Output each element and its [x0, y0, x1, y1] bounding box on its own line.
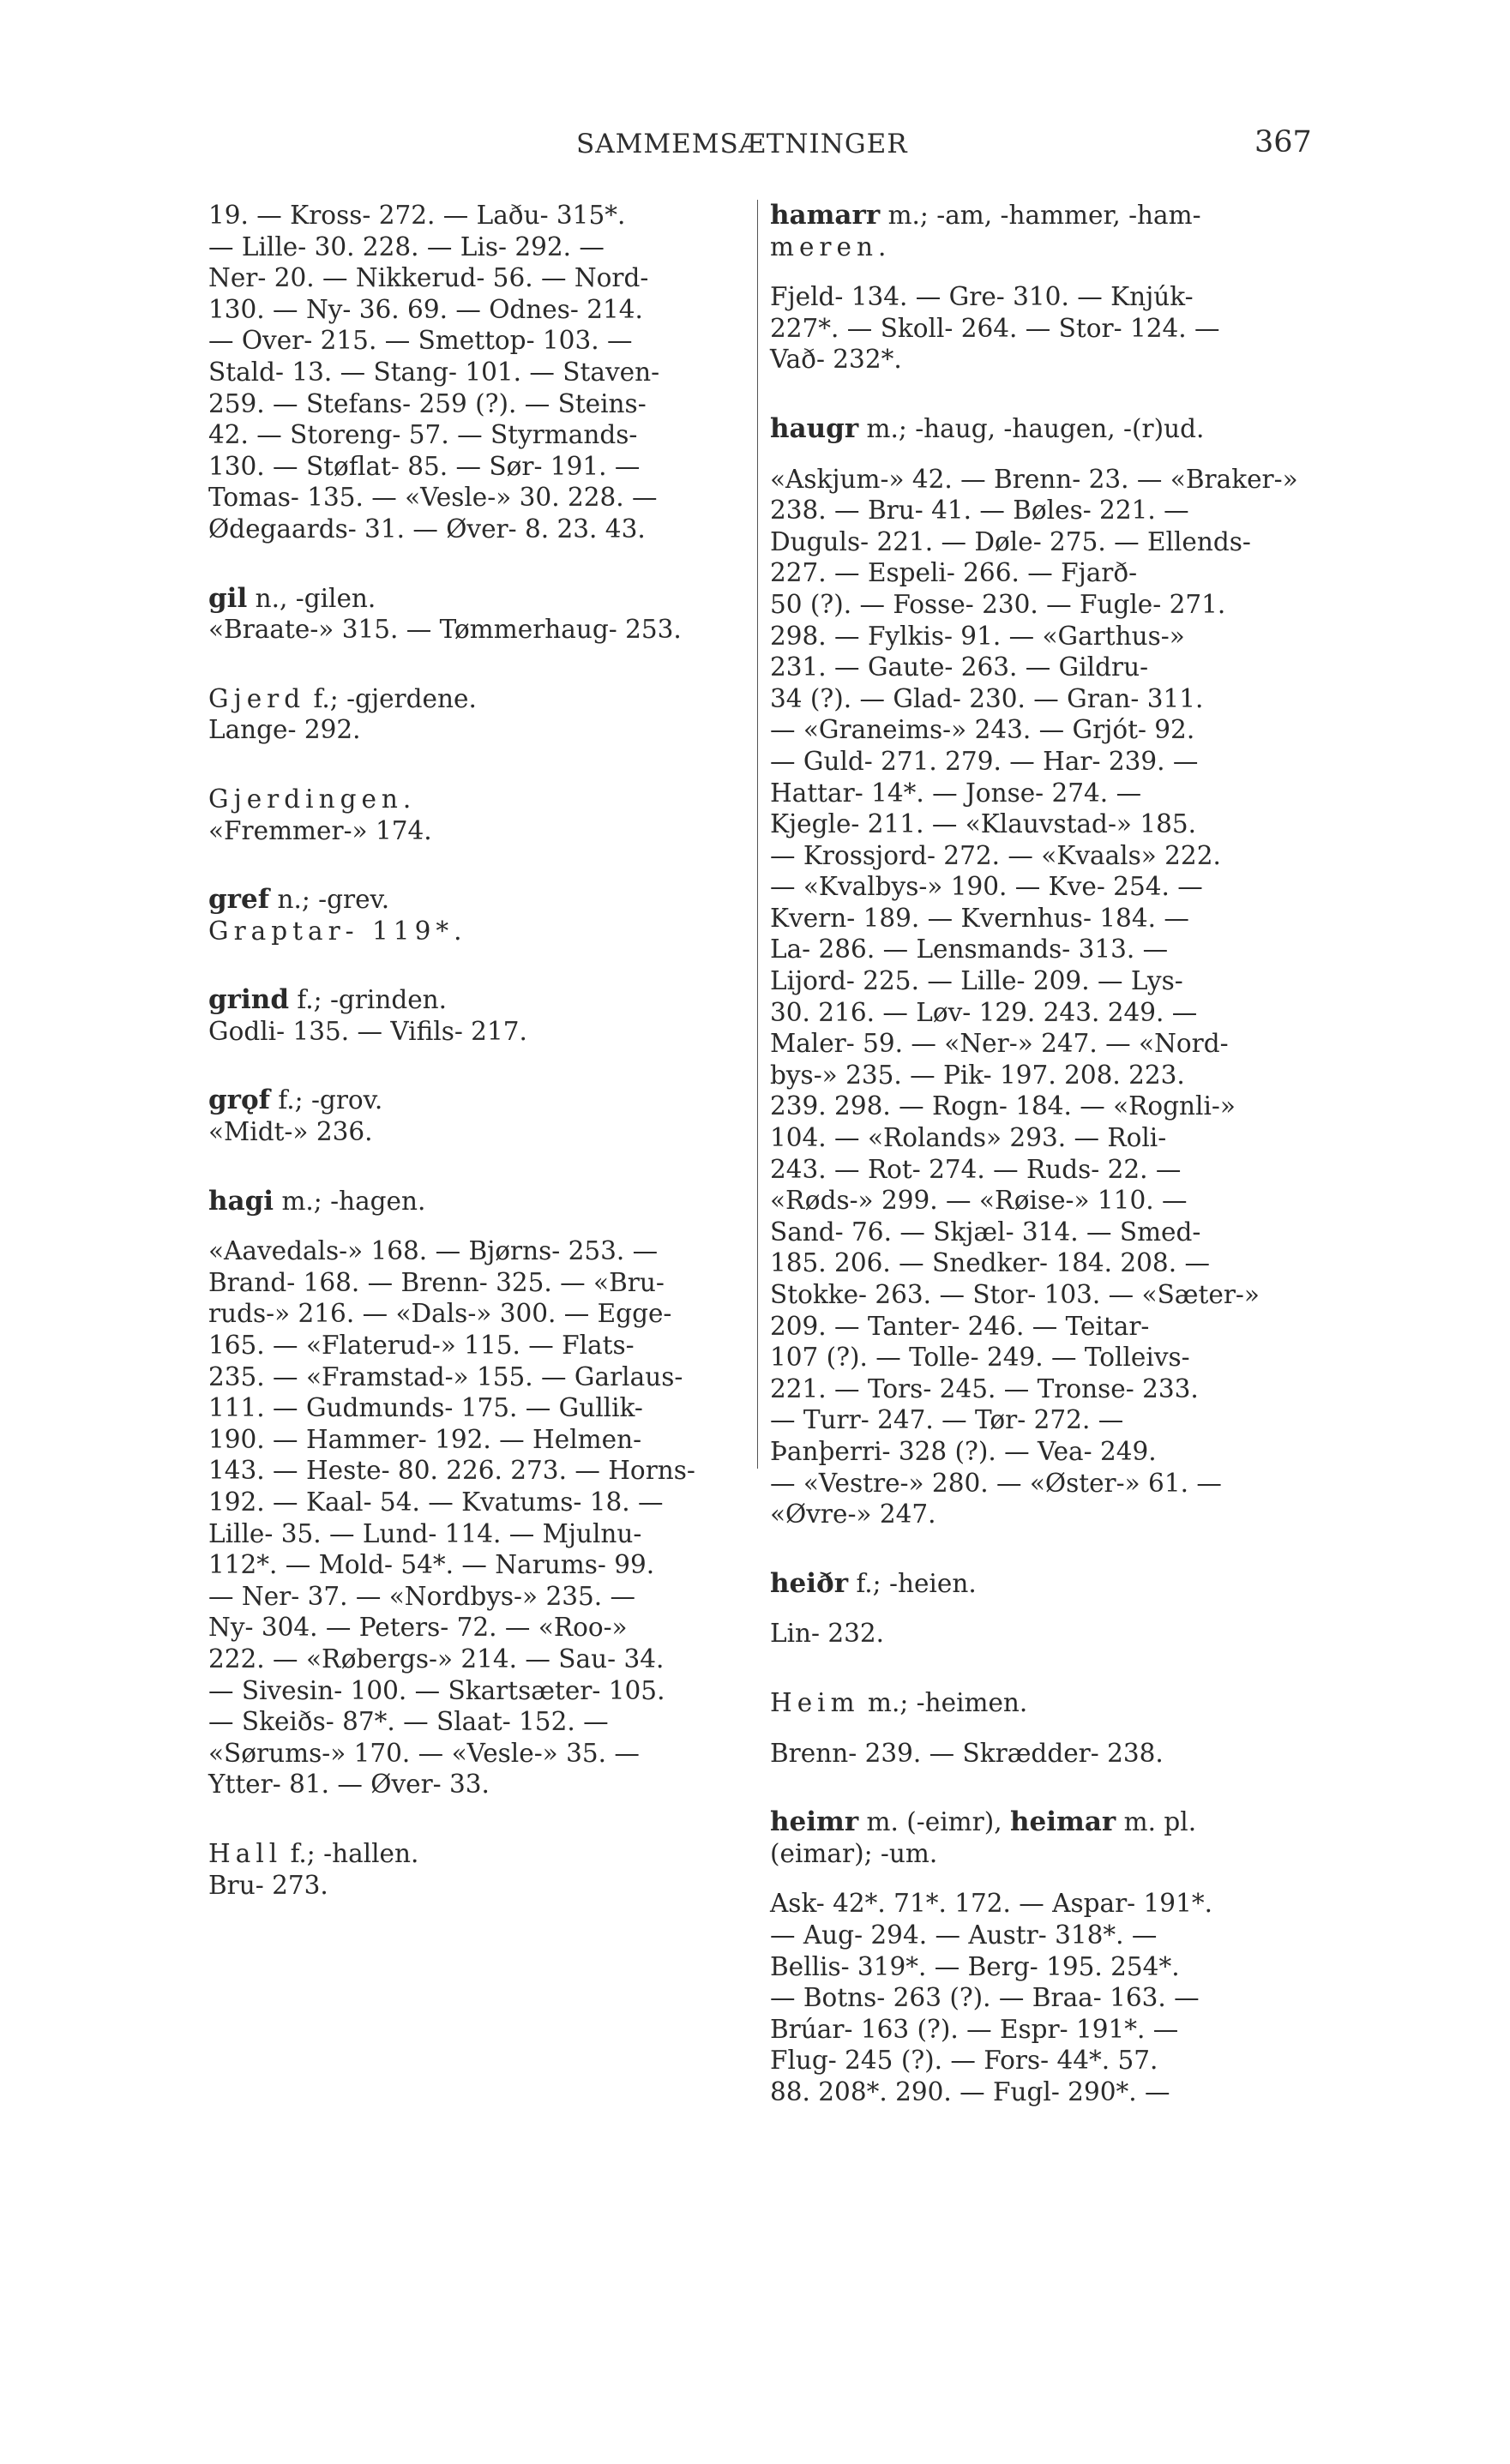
- headword-line: [208, 884, 731, 916]
- entry-line: 104. — «Rolands» 293. — Roli-: [770, 1123, 1167, 1153]
- entry-grof: [208, 1085, 731, 1147]
- entry-line: 130. — Ny- 36. 69. — Odnes- 214.: [208, 294, 643, 324]
- grammar-info-cont: meren.: [770, 231, 892, 261]
- entry-line: Brúar- 163 (?). — Espr- 191*. —: [770, 2014, 1179, 2044]
- entry-heimr: [770, 1806, 1319, 2107]
- grammar-info: m.; -hagen.: [274, 1186, 426, 1216]
- entry-line: ruds-» 216. — «Dals-» 300. — Egge-: [208, 1299, 672, 1329]
- headword-line: [770, 1568, 1319, 1600]
- entry-line: Þanþerri- 328 (?). — Vea- 249.: [770, 1436, 1157, 1466]
- grammar-info: m. pl.: [1116, 1807, 1197, 1837]
- entry-line: Bru- 273.: [208, 1870, 328, 1900]
- entry-line: 107 (?). — Tolle- 249. — Tolleivs-: [770, 1343, 1190, 1373]
- entry-line: 231. — Gaute- 263. — Gildru-: [770, 652, 1149, 682]
- entry-line: 235. — «Framstad-» 155. — Garlaus-: [208, 1361, 683, 1391]
- headword-line: [208, 1186, 731, 1217]
- entry-line: Ask- 42*. 71*. 172. — Aspar- 191*.: [770, 1889, 1212, 1919]
- entry-line: 209. — Tanter- 246. — Teitar-: [770, 1311, 1150, 1341]
- entry-line: «Fremmer-» 174.: [208, 815, 432, 845]
- entry-line: — Ner- 37. — «Nordbys-» 235. —: [208, 1581, 636, 1611]
- entry-line: «Røds-» 299. — «Røise-» 110. —: [770, 1186, 1188, 1216]
- headword-line: [770, 1806, 1319, 1838]
- entry-line: Stokke- 263. — Stor- 103. — «Sæter-»: [770, 1280, 1260, 1309]
- headword-line: [208, 1838, 731, 1870]
- grammar-info: m.; -haug, -haugen, -(r)ud.: [858, 413, 1205, 443]
- entry-line: — Over- 215. — Smettop- 103. —: [208, 326, 633, 356]
- headword: Hall: [208, 1838, 283, 1868]
- entry-line: Kvern- 189. — Kvernhus- 184. —: [770, 903, 1189, 933]
- entry-line: 19. — Kross- 272. — Laðu- 315*.: [208, 201, 626, 230]
- entry-line: 112*. — Mold- 54*. — Narums- 99.: [208, 1550, 655, 1580]
- entry-line: Maler- 59. — «Ner-» 247. — «Nord-: [770, 1029, 1229, 1059]
- entry-line: — Skeiðs- 87*. — Slaat- 152. —: [208, 1707, 609, 1737]
- entry-line: «Askjum-» 42. — Brenn- 23. — «Braker-»: [770, 464, 1298, 494]
- entry-line: 222. — «Røbergs-» 214. — Sau- 34.: [208, 1644, 665, 1674]
- grammar-info: m.; -heimen.: [859, 1687, 1028, 1717]
- entry-line: 221. — Tors- 245. — Tronse- 233.: [770, 1373, 1199, 1403]
- entry-line: Tomas- 135. — «Vesle-» 30. 228. —: [208, 483, 658, 513]
- entry-line: Lijord- 225. — Lille- 209. — Lys-: [770, 966, 1183, 996]
- entry-line: Kjegle- 211. — «Klauvstad-» 185.: [770, 809, 1197, 839]
- entry-line: La- 286. — Lensmands- 313. —: [770, 935, 1169, 965]
- entry-line: Lange- 292.: [208, 715, 361, 745]
- grammar-info: n., -gilen.: [247, 583, 376, 613]
- headword: Heim: [770, 1687, 860, 1717]
- entry-line: Godli- 135. — Vifils- 217.: [208, 1016, 527, 1046]
- page-header: [0, 125, 1510, 171]
- running-head: SAMMEMSÆTNINGER: [576, 129, 908, 159]
- headword: gil: [208, 582, 248, 614]
- grammar-info: f.; -hallen.: [282, 1838, 419, 1868]
- entry-gjerd: [208, 683, 731, 746]
- entry-line: Brenn- 239. — Skrædder- 238.: [770, 1738, 1164, 1768]
- entry-line: 190. — Hammer- 192. — Helmen-: [208, 1424, 642, 1454]
- entry-line: 42. — Storeng- 57. — Styrmands-: [208, 420, 638, 450]
- headword-line: [208, 984, 731, 1016]
- entry-line: «Sørums-» 170. — «Vesle-» 35. —: [208, 1738, 640, 1768]
- headword: hagi: [208, 1185, 274, 1217]
- column-divider: [757, 200, 758, 1469]
- headword-line: [770, 200, 1319, 231]
- entry-line: 143. — Heste- 80. 226. 273. — Horns-: [208, 1456, 695, 1486]
- headword: grind: [208, 984, 289, 1016]
- entry-hall: [208, 1838, 731, 1901]
- grammar-info-cont: (eimar); -um.: [770, 1838, 938, 1868]
- entry-line: 227. — Espeli- 266. — Fjarð-: [770, 558, 1138, 588]
- headword-variant: heimar: [1010, 1806, 1116, 1838]
- entry-hagi: [208, 1186, 731, 1800]
- entry-line: bys-» 235. — Pik- 197. 208. 223.: [770, 1060, 1185, 1090]
- entry-line: 298. — Fylkis- 91. — «Garthus-»: [770, 621, 1185, 651]
- entry-gref: [208, 884, 731, 947]
- entry-line: 239. 298. — Rogn- 184. — «Rognli-»: [770, 1091, 1236, 1121]
- entry-line: 30. 216. — Løv- 129. 243. 249. —: [770, 997, 1198, 1027]
- entry-grind: [208, 984, 731, 1047]
- bol-entry-continuation: [208, 200, 731, 545]
- entry-line: — Turr- 247. — Tør- 272. —: [770, 1405, 1124, 1435]
- entry-line: Vað- 232*.: [770, 345, 902, 375]
- entry-line: — «Graneims-» 243. — Grjót- 92.: [770, 715, 1195, 745]
- entry-hamarr: [770, 200, 1319, 376]
- headword: Gjerdingen.: [208, 784, 417, 814]
- entry-line: 34 (?). — Glad- 230. — Gran- 311.: [770, 683, 1204, 713]
- entry-line: «Øvre-» 247.: [770, 1499, 936, 1529]
- entry-line: Flug- 245 (?). — Fors- 44*. 57.: [770, 2046, 1158, 2076]
- grammar-info: f.; -grinden.: [289, 985, 448, 1015]
- entry-line: 238. — Bru- 41. — Bøles- 221. —: [770, 496, 1189, 526]
- grammar-info: f.; -gjerdene.: [305, 683, 477, 713]
- entry-line: Lille- 35. — Lund- 114. — Mjulnu-: [208, 1518, 642, 1548]
- headword: grǫf: [208, 1085, 271, 1116]
- grammar-info: f.; -grov.: [270, 1085, 383, 1115]
- entry-line: 185. 206. — Snedker- 184. 208. —: [770, 1248, 1210, 1278]
- entry-line: — Lille- 30. 228. — Lis- 292. —: [208, 231, 605, 261]
- entry-line: — Botns- 263 (?). — Braa- 163. —: [770, 1983, 1200, 2013]
- grammar-info: f.; -heien.: [848, 1568, 977, 1598]
- grammar-info: m. (-eimr),: [858, 1807, 1010, 1837]
- entry-line: Bellis- 319*. — Berg- 195. 254*.: [770, 1951, 1180, 1981]
- headword-line: [208, 583, 731, 615]
- right-column: [770, 200, 1319, 2107]
- headword: gref: [208, 884, 270, 916]
- entry-haugr: [770, 413, 1319, 1530]
- entry-line: Graptar- 119*.: [208, 916, 467, 946]
- entry-line: Brand- 168. — Brenn- 325. — «Bru-: [208, 1267, 665, 1297]
- entry-line: 243. — Rot- 274. — Ruds- 22. —: [770, 1154, 1182, 1184]
- entry-line: — «Vestre-» 280. — «Øster-» 61. —: [770, 1468, 1222, 1498]
- entry-line: 165. — «Flaterud-» 115. — Flats-: [208, 1331, 635, 1361]
- entry-line: — Aug- 294. — Austr- 318*. —: [770, 1920, 1158, 1950]
- headword: hamarr: [770, 200, 881, 231]
- entry-line: — Sivesin- 100. — Skartsæter- 105.: [208, 1675, 665, 1705]
- entry-line: Sand- 76. — Skjæl- 314. — Smed-: [770, 1217, 1201, 1247]
- entry-line: Fjeld- 134. — Gre- 310. — Knjúk-: [770, 282, 1194, 312]
- entry-line: — Krossjord- 272. — «Kvaals» 222.: [770, 840, 1221, 870]
- headword: Gjerd: [208, 683, 306, 713]
- headword-line: [208, 683, 731, 715]
- entry-line: Ødegaards- 31. — Øver- 8. 23. 43.: [208, 514, 646, 544]
- entry-line: — Guld- 271. 279. — Har- 239. —: [770, 746, 1199, 776]
- entry-line: «Midt-» 236.: [208, 1117, 373, 1147]
- entry-line: 50 (?). — Fosse- 230. — Fugle- 271.: [770, 589, 1226, 619]
- entry-line: Ner- 20. — Nikkerud- 56. — Nord-: [208, 263, 649, 293]
- entry-line: Hattar- 14*. — Jonse- 274. —: [770, 778, 1142, 808]
- page-number: 367: [1254, 125, 1312, 159]
- entry-line: 227*. — Skoll- 264. — Stor- 124. —: [770, 313, 1220, 343]
- entry-line: Lin- 232.: [770, 1619, 885, 1649]
- headword-line: [770, 1687, 1319, 1719]
- headword-line: [770, 413, 1319, 445]
- entry-line: 192. — Kaal- 54. — Kvatums- 18. —: [208, 1487, 664, 1517]
- entry-line: 130. — Støflat- 85. — Sør- 191. —: [208, 451, 641, 481]
- entry-line: Ytter- 81. — Øver- 33.: [208, 1770, 490, 1800]
- entry-gil: [208, 583, 731, 646]
- entry-line: 111. — Gudmunds- 175. — Gullik-: [208, 1393, 643, 1423]
- headword: heiðr: [770, 1567, 849, 1599]
- entry-line: 259. — Stefans- 259 (?). — Steins-: [208, 388, 647, 418]
- entry-heidr: [770, 1568, 1319, 1650]
- headword-line: [208, 1085, 731, 1116]
- grammar-info: n.; -grev.: [269, 885, 390, 915]
- grammar-info: m.; -am, -hammer, -ham-: [880, 201, 1201, 230]
- entry-line: 88. 208*. 290. — Fugl- 290*. —: [770, 2076, 1170, 2106]
- entry-heim: [770, 1687, 1319, 1769]
- left-column: [208, 200, 731, 1901]
- entry-line: «Braate-» 315. — Tømmerhaug- 253.: [208, 615, 682, 645]
- entry-line: «Aavedals-» 168. — Bjørns- 253. —: [208, 1236, 659, 1266]
- entry-line: — «Kvalbys-» 190. — Kve- 254. —: [770, 872, 1203, 902]
- headword: haugr: [770, 412, 859, 444]
- entry-line: Ny- 304. — Peters- 72. — «Roo-»: [208, 1613, 628, 1643]
- entry-line: Duguls- 221. — Døle- 275. — Ellends-: [770, 526, 1251, 556]
- entry-line: Stald- 13. — Stang- 101. — Staven-: [208, 357, 660, 387]
- headword: heimr: [770, 1806, 859, 1838]
- entry-gjerdingen: [208, 784, 731, 846]
